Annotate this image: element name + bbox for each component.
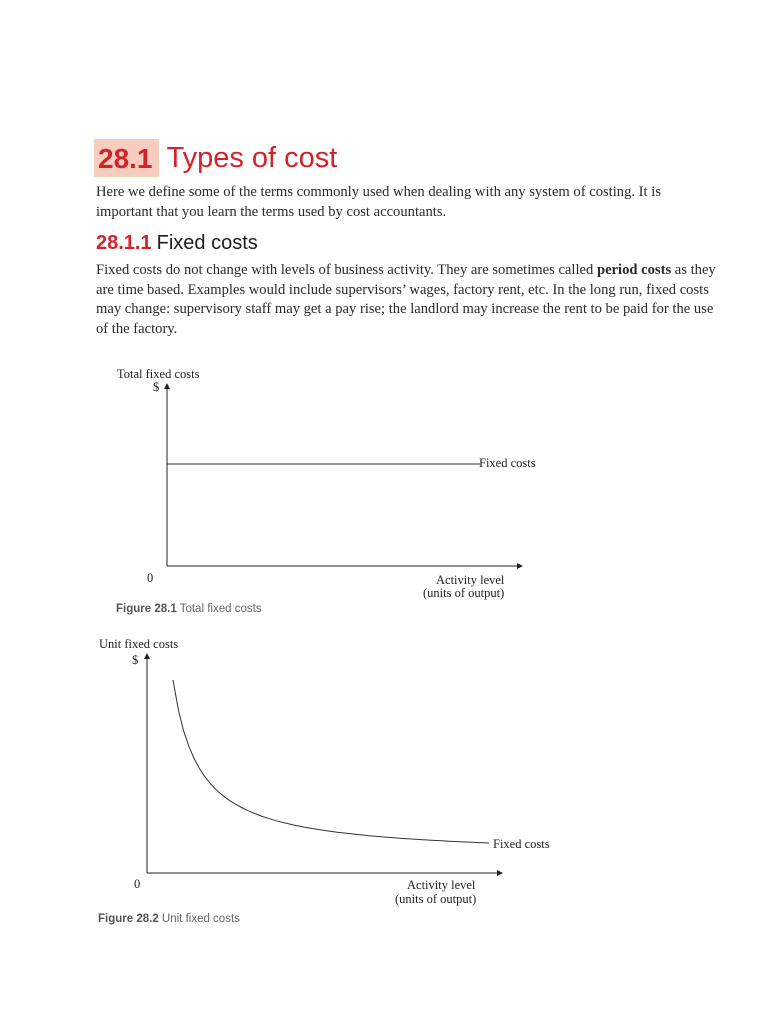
figure-28-2-caption xyxy=(98,913,240,925)
figure-28-1-caption xyxy=(116,603,262,615)
subsection-number: 28.1.1 xyxy=(96,232,152,254)
paragraph-text-start: Fixed costs do not change with levels of business activity. They are sometimes called xyxy=(96,262,597,278)
fig1-caption-text: Total fixed costs xyxy=(179,603,262,615)
fig2-caption-number: Figure 28.2 xyxy=(98,913,159,925)
section-title: Types of cost xyxy=(166,142,338,174)
paragraph-text-end: as they are time based. Examples would include supervisors’ wages, factory rent, etc. In the long run, fixed costs may change: supervisory staff may get a pay rise; the landlord may increase the rent to be paid for the use of the factory. xyxy=(96,262,716,337)
subsection-title: Fixed costs xyxy=(156,232,258,254)
fig2-origin-label: 0 xyxy=(134,877,141,891)
fig1-origin-label: 0 xyxy=(147,571,154,585)
fig1-y-title: Total fixed costs xyxy=(117,367,200,381)
fig1-caption-number: Figure 28.1 xyxy=(116,603,177,615)
fig2-x-label-1: Activity level xyxy=(407,878,476,892)
fig2-x-label-2: (units of output) xyxy=(395,892,477,906)
fig2-y-unit: $ xyxy=(132,653,139,667)
section-heading xyxy=(94,138,337,178)
period-costs-term: period costs xyxy=(596,262,672,278)
fig1-x-label-2: (units of output) xyxy=(423,586,505,600)
fig2-line-label: Fixed costs xyxy=(493,837,550,851)
fig2-fixed-cost-curve xyxy=(173,680,489,843)
fig1-line-label: Fixed costs xyxy=(479,456,536,470)
subsection-heading xyxy=(96,230,258,256)
fig1-x-label-1: Activity level xyxy=(436,573,505,587)
section-number: 28.1 xyxy=(94,139,159,177)
fig1-y-unit: $ xyxy=(153,380,160,394)
fixed-costs-paragraph xyxy=(96,261,716,339)
intro-paragraph: Here we define some of the terms commonly used when dealing with any system of costing. It is important that you learn the terms used by cost accountants. xyxy=(96,184,661,220)
fig2-y-title: Unit fixed costs xyxy=(99,637,179,651)
fig2-caption-text: Unit fixed costs xyxy=(161,913,240,925)
